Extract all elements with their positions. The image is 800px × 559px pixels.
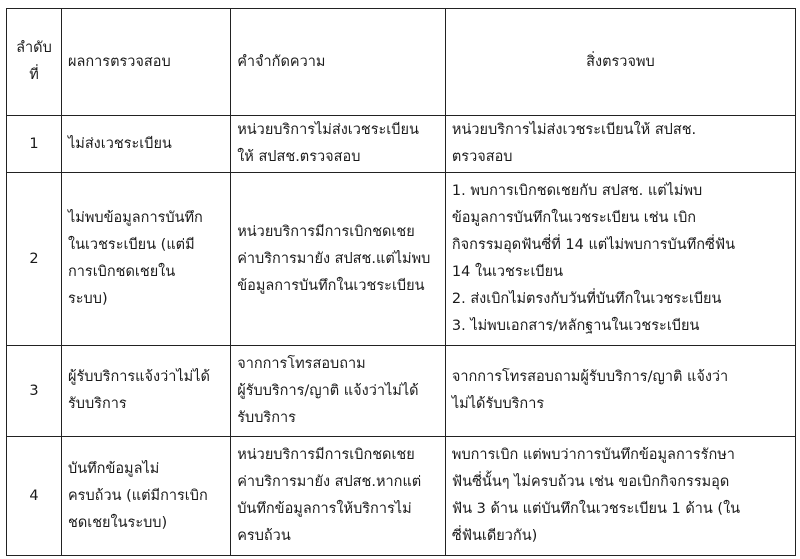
- header-sequence-number: ลำดับ ที่: [7, 9, 62, 116]
- header-finding: สิ่งตรวจพบ: [445, 9, 795, 116]
- row-definition: หน่วยบริการมีการเบิกชดเชย ค่าบริการมายัง สปสช.แต่ไม่พบ ข้อมูลการบันทึกในเวชระเบียน: [231, 173, 446, 346]
- row-number: 4: [7, 437, 62, 556]
- row-audit-result: ไม่ส่งเวชระเบียน: [61, 116, 230, 173]
- row-definition: จากการโทรสอบถาม ผู้รับบริการ/ญาติ แจ้งว่าไม่ได้ รับบริการ: [231, 346, 446, 437]
- finding-list-item: 1. พบการเบิกชดเชยกับ สปสช. แต่ไม่พบ ข้อมูลการบันทึกในเวชระเบียน เช่น เบิก กิจกรรมอุดฟันซี่ที่ 14 แต่ไม่พบการบันทึกซี่ฟัน 14 ในเวชระเบียน: [451, 183, 736, 280]
- header-definition: คำจำกัดความ: [231, 9, 446, 116]
- row-finding: จากการโทรสอบถามผู้รับบริการ/ญาติ แจ้งว่า ไม่ได้รับบริการ: [445, 346, 795, 437]
- row-audit-result: บันทึกข้อมูลไม่ ครบถ้วน (แต่มีการเบิก ชดเชยในระบบ): [61, 437, 230, 556]
- row-audit-result: ผู้รับบริการแจ้งว่าไม่ได้ รับบริการ: [61, 346, 230, 437]
- row-finding: หน่วยบริการไม่ส่งเวชระเบียนให้ สปสช. ตรวจสอบ: [445, 116, 795, 173]
- row-number: 1: [7, 116, 62, 173]
- row-number: 3: [7, 346, 62, 437]
- row-audit-result: ไม่พบข้อมูลการบันทึก ในเวชระเบียน (แต่มี การเบิกชดเชยใน ระบบ): [61, 173, 230, 346]
- finding-list: [452, 178, 789, 340]
- row-finding: [445, 173, 795, 346]
- row-definition: หน่วยบริการมีการเบิกชดเชย ค่าบริการมายัง สปสช.หากแต่ บันทึกข้อมูลการให้บริการไม่ ครบถ้วน: [231, 437, 446, 556]
- audit-results-table: [6, 8, 796, 556]
- row-definition: หน่วยบริการไม่ส่งเวชระเบียน ให้ สปสช.ตรวจสอบ: [231, 116, 446, 173]
- table-row: [7, 346, 796, 437]
- table-row: [7, 173, 796, 346]
- finding-list-item: 3. ไม่พบเอกสาร/หลักฐานในเวชระเบียน: [451, 318, 700, 334]
- table-row: [7, 116, 796, 173]
- row-number: 2: [7, 173, 62, 346]
- row-finding: พบการเบิก แต่พบว่าการบันทึกข้อมูลการรักษา ฟันซี่นั้นๆ ไม่ครบถ้วน เช่น ขอเบิกกิจกรรมอุด ฟัน 3 ด้าน แต่บันทึกในเวชระเบียน 1 ด้าน (ใน ซี่ฟันเดียวกัน): [445, 437, 795, 556]
- table-row: [7, 437, 796, 556]
- finding-list-item: 2. ส่งเบิกไม่ตรงกับวันที่บันทึกในเวชระเบียน: [451, 291, 722, 307]
- table-header-row: [7, 9, 796, 116]
- header-audit-result: ผลการตรวจสอบ: [61, 9, 230, 116]
